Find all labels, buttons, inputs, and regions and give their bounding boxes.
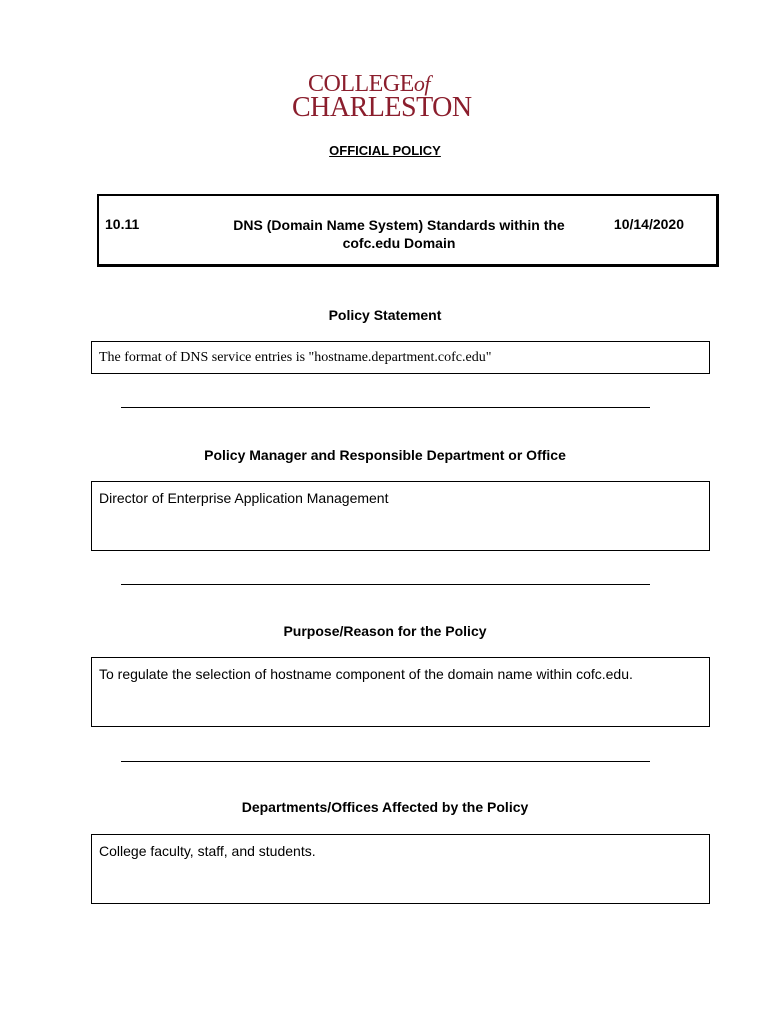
policy-manager-heading: Policy Manager and Responsible Department or Office [204, 447, 566, 463]
policy-manager-box [91, 481, 710, 551]
policy-statement-box [91, 341, 710, 374]
college-of-charleston-logo [290, 70, 480, 122]
purpose-text: To regulate the selection of hostname component of the domain name within cofc.edu. [99, 666, 633, 682]
logo-charleston: CHARLESTON [292, 92, 472, 123]
policy-statement-heading: Policy Statement [328, 307, 442, 323]
policy-date: 10/14/2020 [613, 216, 684, 232]
departments-affected-box [91, 834, 710, 904]
section-divider [121, 761, 650, 762]
section-divider [121, 407, 650, 408]
logo-college: COLLEGE [308, 71, 414, 97]
purpose-box [91, 657, 710, 727]
section-divider [121, 584, 650, 585]
policy-statement-text: The format of DNS service entries is "hostname.department.cofc.edu" [99, 350, 492, 365]
policy-title-line-2: cofc.edu Domain [342, 235, 456, 251]
logo-of: of [413, 71, 430, 96]
departments-affected-text: College faculty, staff, and students. [99, 843, 316, 859]
policy-number: 10.11 [105, 216, 140, 232]
policy-title [209, 216, 589, 252]
departments-affected-heading: Departments/Offices Affected by the Policy [241, 799, 529, 815]
policy-title-line-1: DNS (Domain Name System) Standards within the [233, 217, 565, 233]
policy-manager-text: Director of Enterprise Application Management [99, 490, 389, 506]
official-policy-heading: OFFICIAL POLICY [329, 143, 441, 158]
purpose-heading: Purpose/Reason for the Policy [283, 623, 487, 639]
policy-header-box [97, 194, 719, 267]
